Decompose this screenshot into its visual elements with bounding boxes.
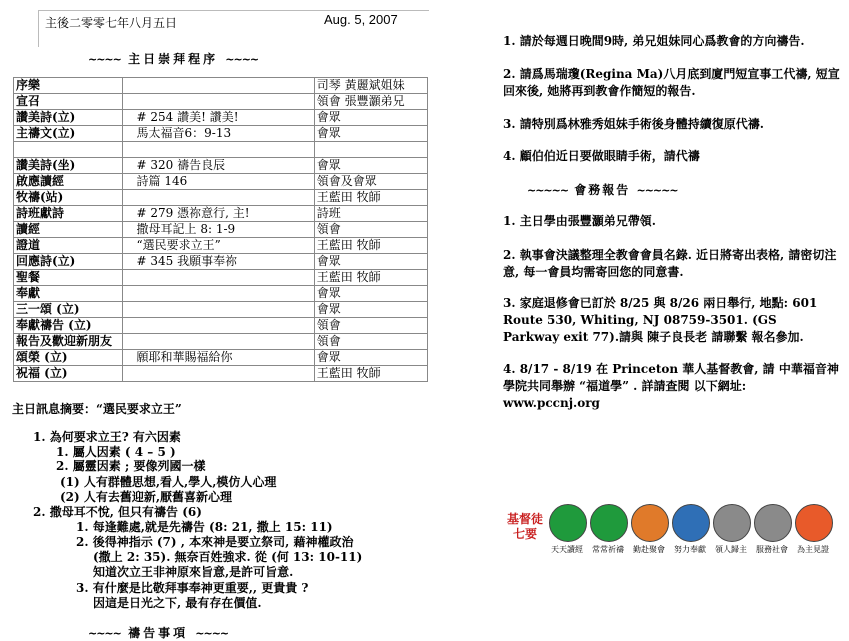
wave-ornament-left: ~~~~ [88, 53, 121, 66]
essential-icon [754, 504, 792, 542]
program-title-text: 主日崇拜程序 [128, 52, 219, 66]
essential-icon [631, 504, 669, 542]
program-row [14, 286, 428, 302]
program-content [122, 94, 314, 110]
program-item: 頌榮 (立) [14, 350, 123, 366]
program-content [122, 270, 314, 286]
sermon-line: 3. 有什麼是比敬拜事奉神更重要,, 更貴貴 ? [76, 581, 309, 595]
sermon-line: 2. 屬靈因素 ; 要像列國一樣 [56, 459, 206, 473]
program-content [122, 286, 314, 302]
program-content: 詩篇 146 [122, 174, 314, 190]
sermon-line: (撒上 2: 35). 無奈百姓強求. 從 (何 13: 10-11) [93, 550, 363, 564]
program-leader: 會眾 [314, 302, 427, 318]
prayer-item: 4. 顧伯伯近日要做眼睛手術，請代禱 [503, 149, 700, 163]
essential-caption: 常常祈禱 [592, 545, 624, 554]
program-content [122, 318, 314, 334]
program-leader: 王藍田 牧師 [314, 270, 427, 286]
program-item: 聖餐 [14, 270, 123, 286]
program-row [14, 174, 428, 190]
seven-essentials-label: 基督徒七要 [506, 512, 543, 541]
program-row [14, 302, 428, 318]
program-content [122, 366, 314, 382]
program-leader: 領會及會眾 [314, 174, 427, 190]
announcements-title-text: 禱告事項 [128, 626, 189, 640]
program-row [14, 270, 428, 286]
program-leader: 會眾 [314, 126, 427, 142]
program-leader: 領會 張豐灝弟兄 [314, 94, 427, 110]
program-leader: 領會 [314, 334, 427, 350]
program-leader: 詩班 [314, 206, 427, 222]
program-leader: 領會 [314, 222, 427, 238]
program-row [14, 158, 428, 174]
program-leader: 會眾 [314, 350, 427, 366]
program-item: 三一頌 (立) [14, 302, 123, 318]
affairs-title [527, 181, 678, 198]
program-leader: 會眾 [314, 110, 427, 126]
essential-icon [549, 504, 587, 542]
program-row [14, 334, 428, 350]
program-row [14, 142, 428, 158]
program-item: 序樂 [14, 78, 123, 94]
program-content: “選民要求立王” [122, 238, 314, 254]
sermon-line: 1. 每逢難處,就是先禱告 (8: 21, 撒上 15: 11) [76, 520, 333, 534]
prayer-item: 1. 請於每週日晚間9時, 弟兄姐妹同心爲教會的方向禱告. [503, 34, 805, 48]
program-item: 讀經 [14, 222, 123, 238]
program-item [14, 142, 123, 158]
program-content: 願耶和華賜福給你 [122, 350, 314, 366]
wave-ornament-right: ~~~~~ [636, 184, 678, 197]
sermon-line: 2. 後得神指示 (7) , 本來神是要立祭司, 藉神權政治 [76, 535, 354, 549]
essential-caption: 努力奉獻 [674, 545, 706, 554]
prayer-item: 2. 請爲馬瑞瓊(Regina Ma)八月底到廈門短宣事工代禱, 短宣回來後, 她將再到教會作簡短的報告. [503, 67, 840, 98]
sermon-line: (1) 人有群體思想,看人,學人,模仿人心理 [60, 475, 277, 489]
program-item: 讚美詩(立) [14, 110, 123, 126]
sermon-line: 1. 屬人因素 ( 4 – 5 ) [56, 445, 176, 459]
program-item: 主禱文(立) [14, 126, 123, 142]
program-table [13, 77, 428, 382]
essential-icon [795, 504, 833, 542]
program-item: 牧禱(站) [14, 190, 123, 206]
sermon-heading: 主日訊息摘要：“選民要求立王” [12, 402, 182, 416]
program-item: 奉獻禱告 (立) [14, 318, 123, 334]
program-title [88, 50, 258, 67]
wave-ornament-left: ~~~~~ [527, 184, 569, 197]
wave-ornament-right: ~~~~ [195, 627, 229, 640]
program-row [14, 110, 428, 126]
program-row [14, 318, 428, 334]
program-content: # 320 禱告良辰 [122, 158, 314, 174]
sermon-line: 因這是日光之下, 最有存在價值. [93, 596, 262, 610]
prayer-item: 3. 請特別爲林雅秀姐妹手術後身體持續復原代禱. [503, 117, 764, 131]
essential-caption: 為主見證 [797, 545, 829, 554]
sermon-line: 知道次立王非神原來旨意,是許可旨意. [93, 565, 294, 579]
program-row [14, 366, 428, 382]
program-item: 詩班獻詩 [14, 206, 123, 222]
essential-caption: 天天讀經 [551, 545, 583, 554]
program-content: 撒母耳記上 8: 1-9 [122, 222, 314, 238]
program-leader [314, 142, 427, 158]
sermon-line: 1. 為何要求立王? 有六因素 [33, 430, 181, 444]
program-item: 證道 [14, 238, 123, 254]
program-row [14, 254, 428, 270]
program-content: # 279 憑祢意行, 主! [122, 206, 314, 222]
program-content [122, 190, 314, 206]
sermon-line: 2. 撒母耳不悅, 但只有禱告 (6) [33, 505, 202, 519]
program-leader: 司琴 黃麗斌姐妹 [314, 78, 427, 94]
program-content: # 345 我願事奉祢 [122, 254, 314, 270]
program-row [14, 206, 428, 222]
program-item: 奉獻 [14, 286, 123, 302]
program-content [122, 142, 314, 158]
program-row [14, 78, 428, 94]
lunar-date: 主後二零零七年八月五日 [45, 16, 178, 30]
sermon-line: (2) 人有去舊迎新,厭舊喜新心理 [60, 490, 233, 504]
essential-caption: 服務社會 [756, 545, 788, 554]
program-item: 讚美詩(坐) [14, 158, 123, 174]
affairs-item: 4. 8/17 - 8/19 在 Princeton 華人基督教會, 請 中華福音神學院共同舉辦 “福道學” . 詳請查閱 以下網址: www.pccnj.org [503, 362, 839, 410]
affairs-item: 2. 執事會決議整理全教會會員名錄. 近日將寄出表格, 請密切注意, 每一會員均需寄回您的同意書. [503, 248, 837, 279]
essential-caption: 領人歸主 [715, 545, 747, 554]
service-date: Aug. 5, 2007 [324, 12, 398, 27]
essential-icon [713, 504, 751, 542]
program-leader: 王藍田 牧師 [314, 366, 427, 382]
program-item: 回應詩(立) [14, 254, 123, 270]
affairs-item: 1. 主日學由張豐灝弟兄帶領. [503, 214, 656, 228]
program-row [14, 190, 428, 206]
affairs-title-text: 會務報告 [574, 183, 631, 197]
program-row [14, 350, 428, 366]
program-item: 宣召 [14, 94, 123, 110]
program-row [14, 126, 428, 142]
program-content [122, 302, 314, 318]
wave-ornament-left: ~~~~ [88, 627, 121, 640]
program-leader: 會眾 [314, 286, 427, 302]
program-leader: 王藍田 牧師 [314, 190, 427, 206]
program-row [14, 238, 428, 254]
essential-icon [590, 504, 628, 542]
program-content: 馬太福音6：9-13 [122, 126, 314, 142]
program-content [122, 78, 314, 94]
program-content [122, 334, 314, 350]
program-leader: 王藍田 牧師 [314, 238, 427, 254]
wave-ornament-right: ~~~~ [225, 53, 259, 66]
announcements-title [88, 624, 228, 641]
program-row [14, 94, 428, 110]
essential-icon [672, 504, 710, 542]
program-item: 祝福 (立) [14, 366, 123, 382]
program-leader: 會眾 [314, 158, 427, 174]
program-leader: 領會 [314, 318, 427, 334]
program-item: 報告及歡迎新朋友 [14, 334, 123, 350]
program-content: # 254 讚美! 讚美! [122, 110, 314, 126]
affairs-item: 3. 家庭退修會已訂於 8/25 與 8/26 兩日舉行, 地點: 601 Route 530, Whiting, NJ 08759-3501. (GS Parkway exit 77).請與 陳子良長老 請聯繫 報名參加. [503, 296, 818, 344]
program-leader: 會眾 [314, 254, 427, 270]
essential-caption: 勤赴聚會 [633, 545, 665, 554]
program-row [14, 222, 428, 238]
program-item: 啟應讀經 [14, 174, 123, 190]
